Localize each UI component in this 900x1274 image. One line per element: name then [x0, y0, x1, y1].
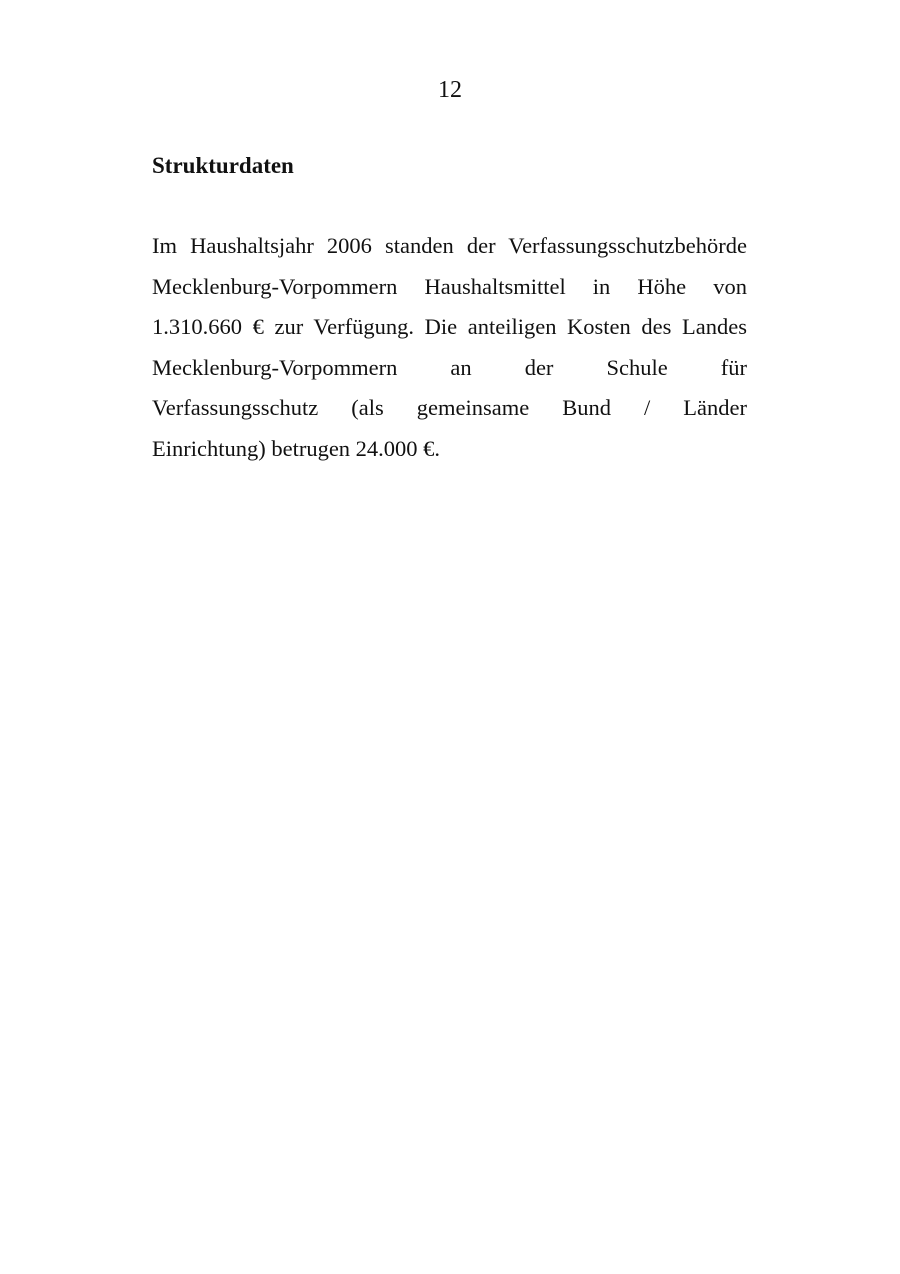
- page-number: 12: [438, 77, 462, 103]
- paragraph-line: Einrichtung) betrugen 24.000 €.: [152, 435, 441, 461]
- paragraph-line: Verfassungsschutz (als gemeinsame Bund / Länder: [152, 395, 747, 421]
- paragraph-line: Mecklenburg-Vorpommern an der Schule für: [152, 354, 747, 380]
- body-paragraph: [152, 226, 747, 470]
- paragraph-line: 1.310.660 € zur Verfügung. Die anteiligen Kosten des Landes: [152, 314, 747, 340]
- paragraph-line: Im Haushaltsjahr 2006 standen der Verfassungsschutzbehörde: [152, 233, 747, 258]
- paragraph-line: Mecklenburg-Vorpommern Haushaltsmittel in Höhe von: [152, 273, 747, 299]
- section-heading: Strukturdaten: [152, 153, 294, 178]
